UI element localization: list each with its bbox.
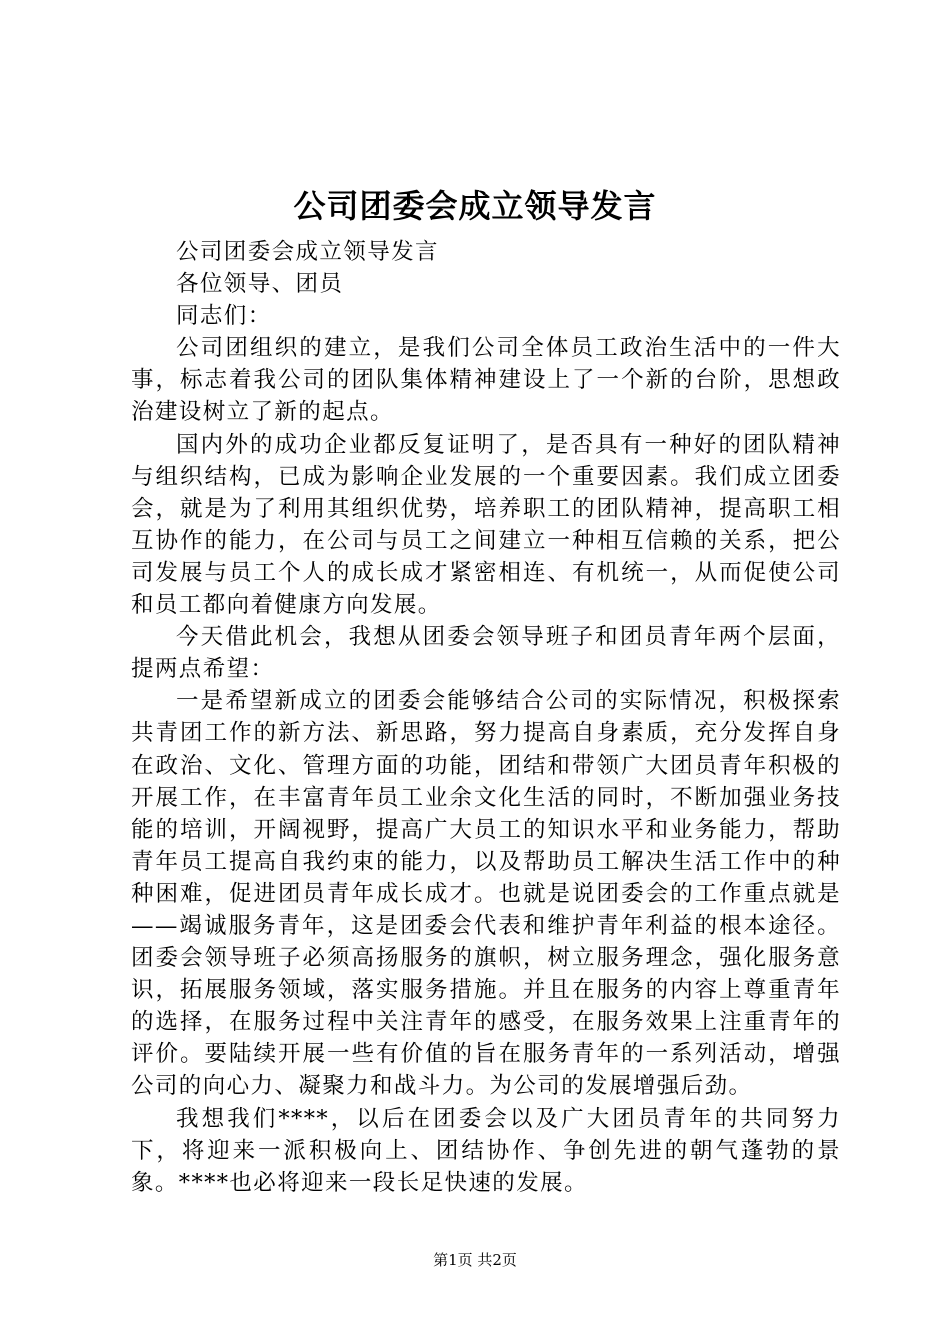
paragraph-body: 一是希望新成立的团委会能够结合公司的实际情况，积极探索共青团工作的新方法、新思路，努力提高自身素质，充分发挥自身在政治、文化、管理方面的功能，团结和带领广大团员青年积极的开展工作，在丰富青年员工业余文化生活的同时，不断加强业务技能的培训，开阔视野，提高广大员工的知识水平和业务能力，帮助青年员工提高自我约束的能力，以及帮助员工解决生活工作中的种种困难，促进团员青年成长成才。也就是说团委会的工作重点就是——竭诚服务青年，这是团委会代表和维护青年利益的根本途径。团委会领导班子必须高扬服务的旗帜，树立服务理念，强化服务意识，拓展服务领域，落实服务措施。并且在服务的内容上尊重青年的选择，在服务过程中关注青年的感受，在服务效果上注重青年的评价。要陆续开展一些有价值的旨在服务青年的一系列活动，增强公司的向心力、凝聚力和战斗力。为公司的发展增强后劲。	[131, 688, 841, 1100]
paragraph-body: 公司团组织的建立，是我们公司全体员工政治生活中的一件大事，标志着我公司的团队集体精神建设上了一个新的台阶，思想政治建设树立了新的起点。	[131, 335, 841, 426]
paragraph-salutation-1: 各位领导、团员	[176, 271, 344, 298]
paragraph-body: 国内外的成功企业都反复证明了，是否具有一种好的团队精神与组织结构，已成为影响企业发展的一个重要因素。我们成立团委会，就是为了利用其组织优势，培养职工的团队精神，提高职工相互协作的能力，在公司与员工之间建立一种相互信赖的关系，把公司发展与员工个人的成长成才紧密相连、有机统一，从而促使公司和员工都向着健康方向发展。	[131, 431, 841, 619]
paragraph-salutation-2: 同志们：	[176, 303, 272, 330]
document-title: 公司团委会成立领导发言	[293, 187, 657, 225]
paragraph-subtitle: 公司团委会成立领导发言	[176, 239, 439, 265]
paragraph-body: 今天借此机会，我想从团委会领导班子和团员青年两个层面，提两点希望：	[131, 624, 841, 683]
page-footer: 第1页 共2页	[433, 1251, 517, 1269]
document-body	[131, 236, 841, 1199]
paragraph-body: 我想我们****，以后在团委会以及广大团员青年的共同努力下，将迎来一派积极向上、团结协作、争创先进的朝气蓬勃的景象。****也必将迎来一段长足快速的发展。	[131, 1105, 841, 1196]
